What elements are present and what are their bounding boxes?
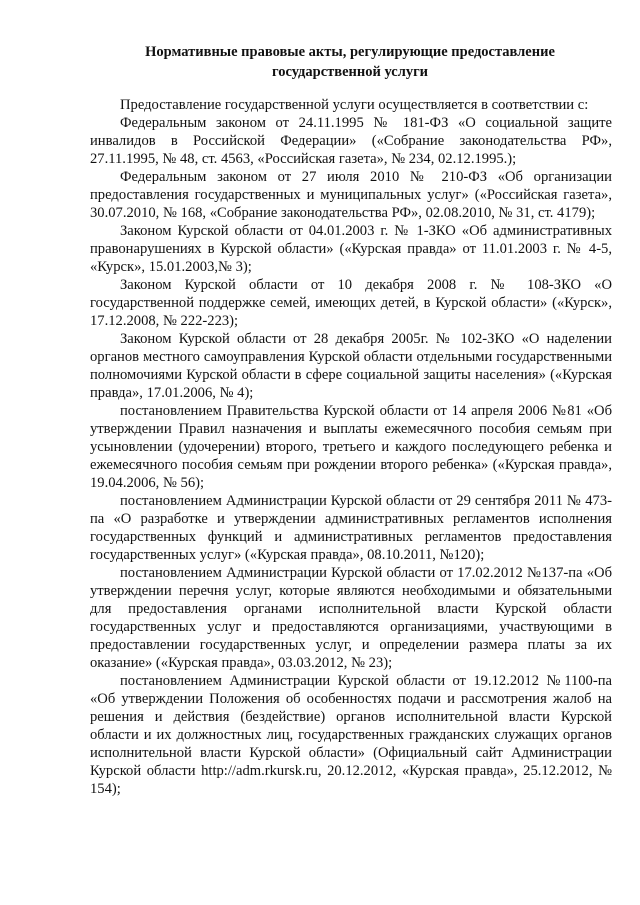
paragraph-resolution-81: постановлением Правительства Курской области от 14 апреля 2006 №81 «Об утверждении Правил назначения и выплаты ежемесячного пособия семьям при усыновлении (удочерении) второго, третьего и каждого последующего ребенка и ежемесячного пособия семьям при рождении второго ребенка» («Курская правда», 19.04.2006, № 56); bbox=[90, 403, 612, 491]
paragraph-kursk-law-1: Законом Курской области от 04.01.2003 г. № 1-ЗКО «Об административных правонарушениях в Курской области» («Курская правда» от 11.01.2003 г. № 4-5, «Курск», 15.01.2003,№ 3); bbox=[90, 223, 612, 275]
document-title bbox=[90, 42, 610, 82]
paragraph-kursk-law-102: Законом Курской области от 28 декабря 2005г. № 102-ЗКО «О наделении органов местного самоуправления Курской области отдельными государственными полномочиями Курской области в сфере социальной защиты населения» («Курская правда», 17.01.2006, № 4); bbox=[90, 331, 612, 401]
paragraph-resolution-1100: постановлением Администрации Курской области от 19.12.2012 №1100-па «Об утверждении Положения об особенностях подачи и рассмотрения жалоб на решения и действия (бездействие) органов исполнительной власти Курской области и их должностных лиц, государственных гражданских служащих органов исполнительной власти Курской области» (Официальный сайт Администрации Курской области http://adm.rkursk.ru, 20.12.2012, «Курская правда», 25.12.2012, № 154); bbox=[90, 673, 612, 797]
paragraph-federal-law-210: Федеральным законом от 27 июля 2010 № 210-ФЗ «Об организации предоставления государственных и муниципальных услуг» («Российская газета», 30.07.2010, № 168, «Собрание законодательства РФ», 02.08.2010, № 31, ст. 4179); bbox=[90, 169, 612, 221]
paragraph-kursk-law-108: Законом Курской области от 10 декабря 2008 г. № 108-ЗКО «О государственной поддержке семей, имеющих детей, в Курской области» («Курск», 17.12.2008, № 222-223); bbox=[90, 277, 612, 329]
paragraph-intro: Предоставление государственной услуги осуществляется в соответствии с: bbox=[120, 97, 589, 113]
title-line-1: Нормативные правовые акты, регулирующие предоставление bbox=[145, 44, 555, 60]
title-line-2: государственной услуги bbox=[271, 64, 429, 80]
paragraph-resolution-473: постановлением Администрации Курской области от 29 сентября 2011 № 473-па «О разработке и утверждении административных регламентов исполнения государственных функций и административных регламентов предоставления государственных услуг» («Курская правда», 08.10.2011, №120); bbox=[90, 493, 612, 563]
paragraph-resolution-137: постановлением Администрации Курской области от 17.02.2012 №137-па «Об утверждении перечня услуг, которые являются необходимыми и обязательными для предоставления органами исполнительной власти Курской области государственных услуг и предоставляются организациями, участвующими в предоставлении государственных услуг, и определении размера платы за их оказание» («Курская правда», 03.03.2012, № 23); bbox=[90, 565, 612, 671]
document-body bbox=[90, 96, 612, 798]
paragraph-federal-law-181: Федеральным законом от 24.11.1995 № 181-ФЗ «О социальной защите инвалидов в Российской Федерации» («Собрание законодательства РФ», 27.11.1995, № 48, ст. 4563, «Российская газета», № 234, 02.12.1995.); bbox=[90, 115, 612, 167]
